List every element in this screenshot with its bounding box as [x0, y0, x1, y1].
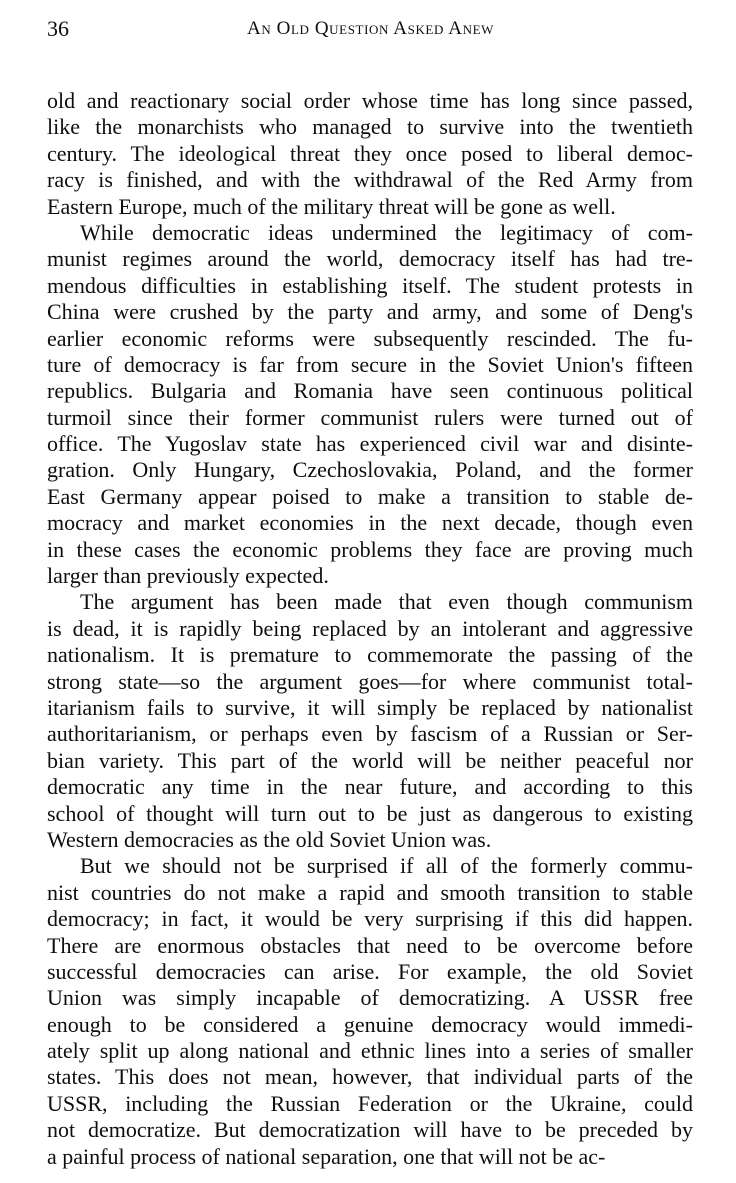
paragraph	[47, 589, 693, 853]
text-line: successful democracies can arise. For example, the old Soviet	[47, 958, 693, 984]
paragraph	[47, 220, 693, 589]
text-line: China were crushed by the party and army, and some of Deng's	[47, 299, 693, 325]
text-line: USSR, including the Russian Federation or the Ukraine, could	[47, 1090, 693, 1116]
text-line: Eastern Europe, much of the military threat will be gone as well.	[47, 193, 616, 219]
text-line: in these cases the economic problems they face are proving much	[47, 536, 693, 562]
text-line: democracy; in fact, it would be very surprising if this did happen.	[47, 906, 693, 932]
text-line: nist countries do not make a rapid and smooth transition to stable	[47, 879, 693, 905]
text-line: ture of democracy is far from secure in the Soviet Union's fifteen	[47, 351, 693, 377]
text-line: racy is finished, and with the withdrawal of the Red Army from	[47, 167, 693, 193]
text-line: But we should not be surprised if all of the formerly commu-	[80, 853, 693, 879]
text-line: The argument has been made that even though communism	[80, 589, 693, 615]
text-line: East Germany appear poised to make a transition to stable de-	[47, 483, 693, 509]
text-line: old and reactionary social order whose time has long since passed,	[47, 88, 693, 113]
page-header	[47, 14, 689, 44]
text-line: democratic any time in the near future, and according to this	[47, 774, 693, 800]
text-line: century. The ideological threat they once posed to liberal democ-	[47, 140, 693, 166]
text-line: a painful process of national separation, one that will not be ac-	[47, 1143, 606, 1169]
text-line: school of thought will turn out to be just as dangerous to existing	[47, 800, 693, 826]
text-line: mendous difficulties in establishing itself. The student protests in	[47, 272, 693, 298]
text-line: not democratize. But democratization will have to be preceded by	[47, 1117, 693, 1143]
text-line: ately split up along national and ethnic lines into a series of smaller	[47, 1038, 693, 1064]
text-line: nationalism. It is premature to commemorate the passing of the	[47, 642, 693, 668]
paragraph	[47, 88, 693, 220]
text-line: republics. Bulgaria and Romania have seen continuous political	[47, 378, 693, 404]
text-line: gration. Only Hungary, Czechoslovakia, Poland, and the former	[47, 457, 693, 483]
text-line: like the monarchists who managed to survive into the twentieth	[47, 114, 693, 140]
text-line: Western democracies as the old Soviet Union was.	[47, 826, 492, 852]
text-line: office. The Yugoslav state has experienced civil war and disinte-	[47, 431, 693, 457]
page-number: 36	[47, 16, 69, 41]
text-line: While democratic ideas undermined the legitimacy of com-	[80, 219, 693, 245]
text-line: larger than previously expected.	[47, 563, 329, 589]
text-line: enough to be considered a genuine democracy would immedi-	[47, 1011, 693, 1037]
text-line: mocracy and market economies in the next decade, though even	[47, 510, 693, 536]
text-line: earlier economic reforms were subsequently rescinded. The fu-	[47, 325, 693, 351]
text-line: munist regimes around the world, democracy itself has had tre-	[47, 246, 693, 272]
text-line: authoritarianism, or perhaps even by fascism of a Russian or Ser-	[47, 721, 693, 747]
running-head: An Old Question Asked Anew	[247, 18, 494, 39]
text-line: Union was simply incapable of democratizing. A USSR free	[47, 985, 693, 1011]
text-line: itarianism fails to survive, it will simply be replaced by nationalist	[47, 694, 693, 720]
text-line: There are enormous obstacles that need to be overcome before	[47, 932, 693, 958]
text-line: is dead, it is rapidly being replaced by an intolerant and aggressive	[47, 615, 693, 641]
text-line: turmoil since their former communist rulers were turned out of	[47, 404, 693, 430]
body-text	[47, 88, 693, 1170]
text-line: bian variety. This part of the world will be neither peaceful nor	[47, 747, 693, 773]
text-line: strong state—so the argument goes—for where communist total-	[47, 668, 693, 694]
paragraph	[47, 853, 693, 1170]
text-line: states. This does not mean, however, that individual parts of the	[47, 1064, 693, 1090]
